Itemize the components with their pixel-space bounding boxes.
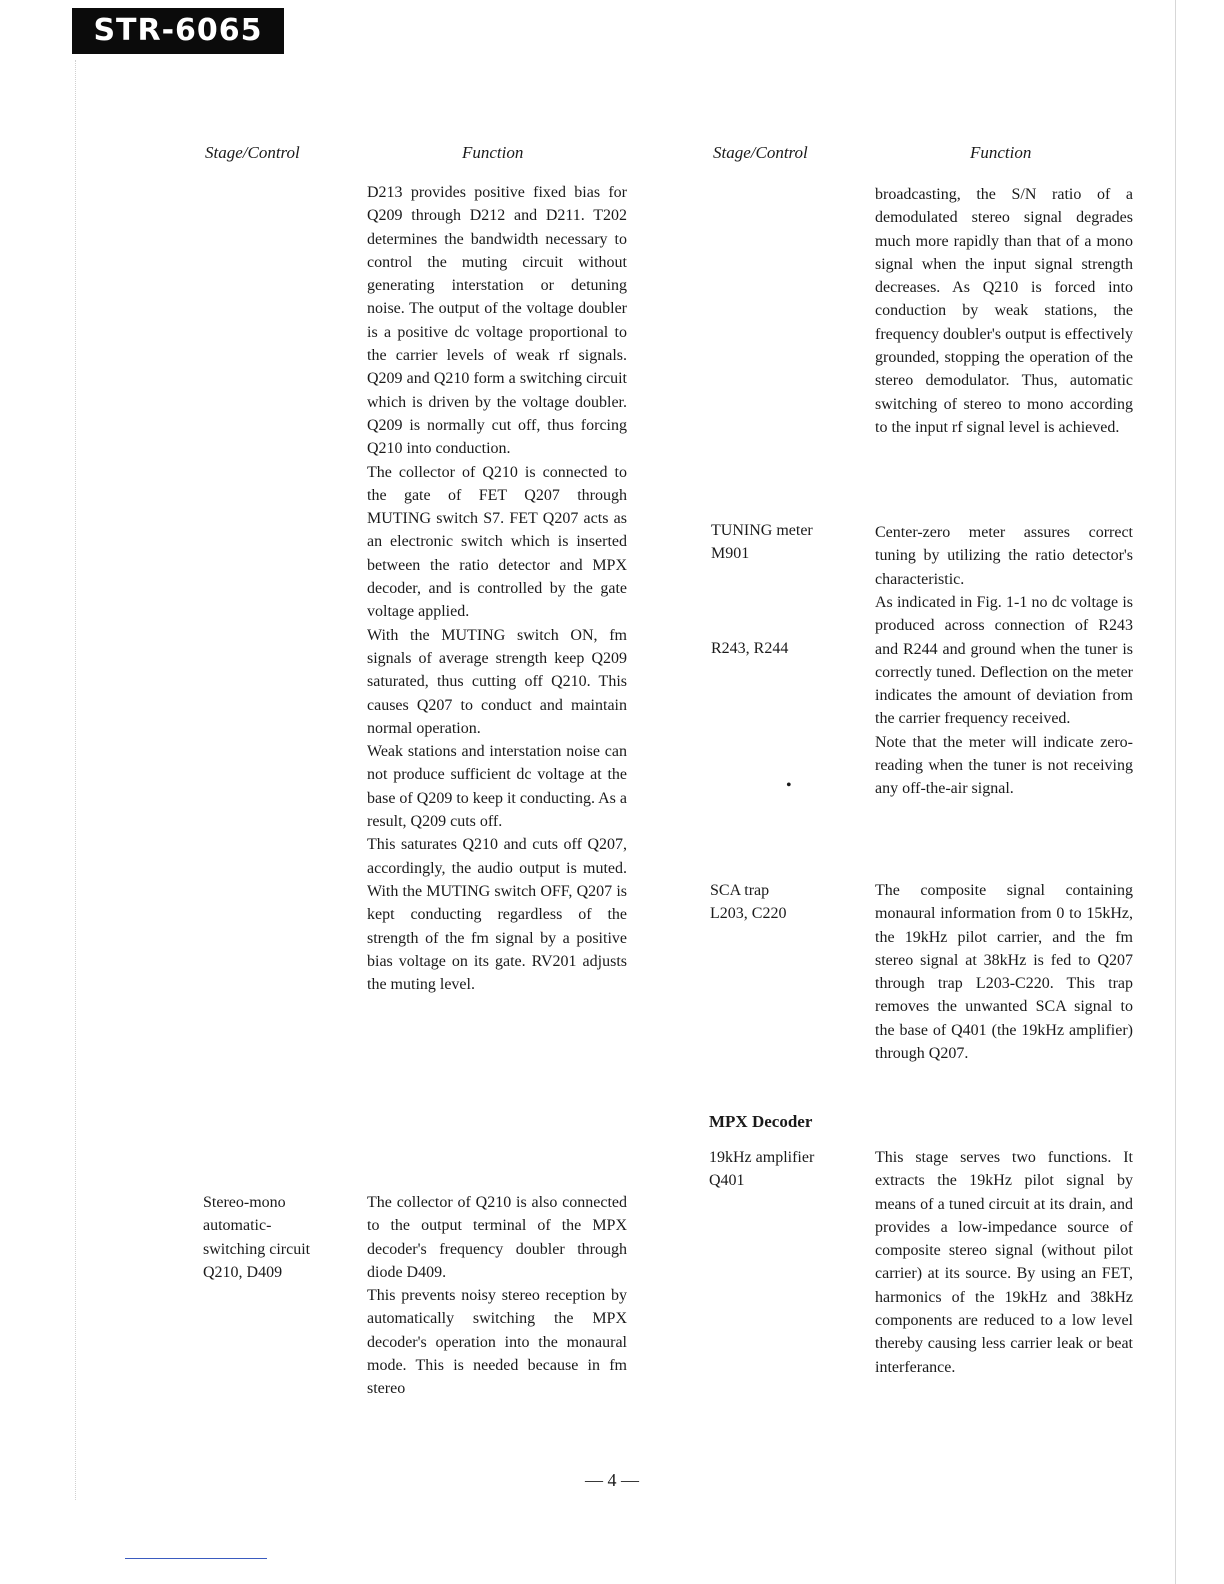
stereo-mono-continuation-text: broadcasting, the S/N ratio of a demodulated stereo signal degrades much more rapidly than that of a mono signal when the input signal strength decreases. As Q210 is forced into conduction by weak stations, the frequency doubler's output is effectively grounded, stopping the operation of the stereo demodulator. Thus, automatic switching of stereo to mono according to the input rf signal level is achieved. bbox=[875, 186, 1133, 436]
header-function-right: Function bbox=[970, 143, 1032, 162]
mpx-decoder-heading: MPX Decoder bbox=[709, 1112, 813, 1131]
muting-function-text bbox=[367, 181, 627, 996]
page-edge-line bbox=[1175, 0, 1176, 1584]
r243-paragraph: Note that the meter will indicate zero-reading when the tuner is not receiving any off-the-air signal. bbox=[875, 733, 1133, 798]
muting-paragraph: Weak stations and interstation noise can not produce sufficient dc voltage at the base of Q209 to keep it conducting. As a result, Q209 cuts off. bbox=[367, 743, 627, 831]
muting-paragraph: With the MUTING switch ON, fm signals of average strength keep Q209 saturated, thus cutting off Q210. This causes Q207 to conduct and maintain normal operation. bbox=[367, 626, 627, 737]
muting-paragraph: D213 provides positive fixed bias for Q209 through D212 and D211. T202 determines the bandwidth necessary to control the muting circuit without generating interstation or detuning noise. The output of the voltage doubler is a positive dc voltage proportional to the carrier levels of weak rf signals. Q209 and Q210 form a switching circuit which is driven by the voltage doubler. Q209 is normally cut off, thus forcing Q210 into conduction. bbox=[367, 184, 627, 458]
muting-paragraph: This saturates Q210 and cuts off Q207, accordingly, the audio output is muted. With the MUTING switch OFF, Q207 is kept conducting regardless of the strength of the fm signal by a positive bias voltage on its gate. RV201 adjusts the muting level. bbox=[367, 836, 627, 994]
r243-r244-label: R243, R244 bbox=[711, 640, 789, 657]
stereo-mono-paragraph: The collector of Q210 is also connected to the output terminal of the MPX decoder's frequency doubler through diode D409. bbox=[367, 1194, 627, 1281]
sca-trap-function-text: The composite signal containing monaural information from 0 to 15kHz, the 19kHz pilot carrier, and the fm stereo signal at 38kHz is fed to Q207 through trap L203-C220. This trap removes the unwanted SCA signal to the base of Q401 (the 19kHz amplifier) through Q207. bbox=[875, 882, 1133, 1063]
page-number: — 4 — bbox=[585, 1470, 639, 1490]
header-stage-control-right: Stage/Control bbox=[713, 143, 808, 162]
header-function-left: Function bbox=[462, 143, 524, 162]
model-tag: STR-6065 bbox=[72, 8, 284, 54]
muting-paragraph: The collector of Q210 is connected to the gate of FET Q207 through MUTING switch S7. FET Q207 acts as an electronic switch which is inserted between the ratio detector and MPX decoder, and is controlled by the gate voltage applied. bbox=[367, 463, 627, 621]
amp-19khz-function-text: This stage serves two functions. It extracts the 19kHz pilot signal by means of a tuned circuit at its drain, and provides a low-impedance source of composite stereo signal (without pilot carrier) at its source. By using an FET, harmonics of the 19kHz and 38kHz components are reduced to a low level thereby causing less carrier leak or beat interferance. bbox=[875, 1149, 1133, 1376]
bullet-mark: • bbox=[786, 777, 792, 794]
sca-trap-label: SCA trap L203, C220 bbox=[710, 882, 787, 923]
header-stage-control-left: Stage/Control bbox=[205, 143, 300, 162]
bottom-rule bbox=[125, 1558, 267, 1559]
r243-r244-function-text bbox=[875, 591, 1133, 801]
tuning-meter-function-text: Center-zero meter assures correct tuning by utilizing the ratio detector's characteristic. bbox=[875, 524, 1133, 588]
binding-edge-line bbox=[75, 60, 77, 1500]
tuning-meter-label: TUNING meter M901 bbox=[711, 522, 813, 563]
stereo-mono-paragraph: This prevents noisy stereo reception by automatically switching the MPX decoder's operation into the monaural mode. This is needed because in fm stereo bbox=[367, 1287, 627, 1398]
stereo-mono-function-text bbox=[367, 1191, 627, 1401]
stereo-mono-label: Stereo-mono automatic- switching circuit Q210, D409 bbox=[203, 1194, 311, 1281]
amp-19khz-label: 19kHz amplifier Q401 bbox=[709, 1149, 815, 1190]
r243-paragraph: As indicated in Fig. 1-1 no dc voltage is produced across connection of R243 and R244 and ground when the tuner is correctly tuned. Deflection on the meter indicates the amount of deviation from the carrier frequency received. bbox=[875, 594, 1133, 728]
